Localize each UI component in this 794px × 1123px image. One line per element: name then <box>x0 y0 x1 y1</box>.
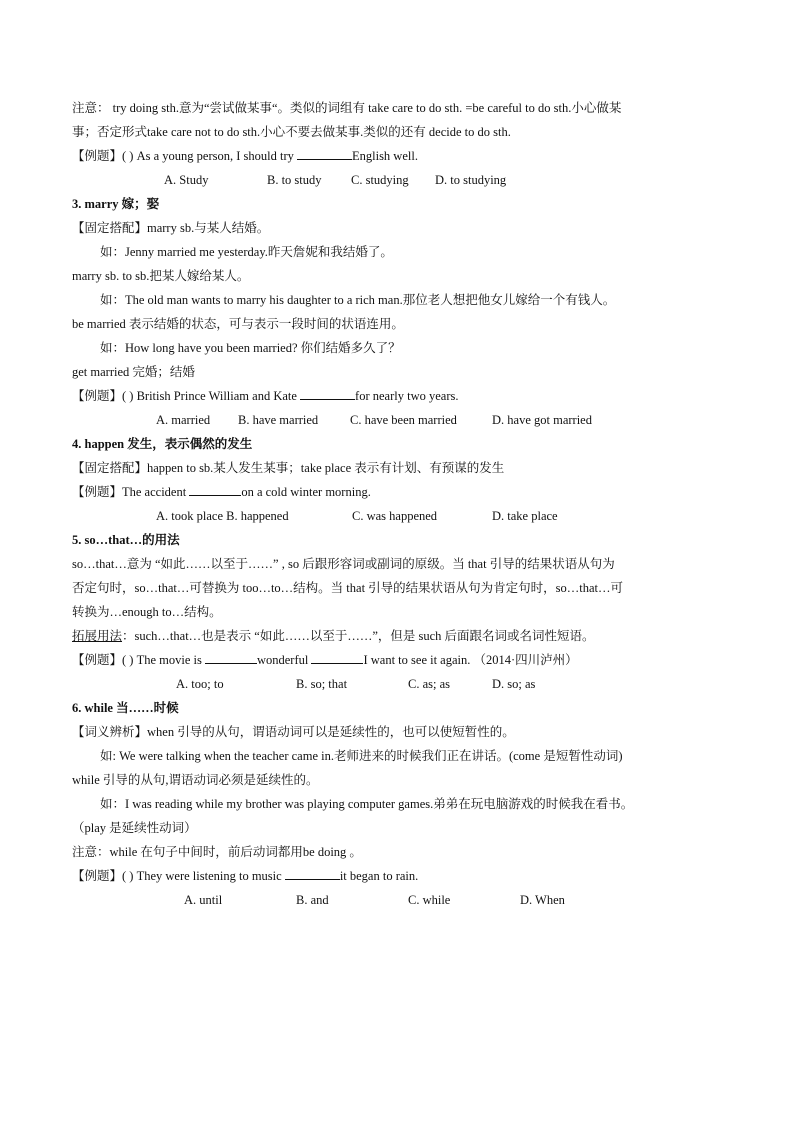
section-6-line-1: 【词义辨析】when 引导的从句，谓语动词可以是延续性的，也可以使短暂性的。 <box>72 725 515 739</box>
answer-blank <box>285 865 340 880</box>
section-6-line-5: （play 是延续性动词） <box>72 821 197 835</box>
example-3-stem: 【例题】The accident <box>72 485 190 499</box>
section-3-line-7: get married 完婚；结婚 <box>72 365 195 379</box>
answer-blank <box>297 145 352 160</box>
example-4-options <box>72 672 732 696</box>
example-5 <box>72 864 732 888</box>
section-4-heading: 4. happen 发生，表示偶然的发生 <box>72 437 253 451</box>
section-6-line-4: 如：I was reading while my brother was playing computer games.弟弟在玩电脑游戏的时候我在看书。 <box>100 797 634 811</box>
section-6-line-3: while 引导的从句,谓语动词必须是延续性的。 <box>72 773 319 787</box>
section-3-line-1: 【固定搭配】marry sb.与某人结婚。 <box>72 221 270 235</box>
example-5-stem-end: it began to rain. <box>339 869 419 883</box>
section-5-line-3: 转换为…enough to…结构。 <box>72 605 222 619</box>
option-d: D. so; as <box>492 677 536 691</box>
section-5-heading: 5. so…that…的用法 <box>72 533 180 547</box>
section-6-line-6: 注意：while 在句子中间时，前后动词都用be doing 。 <box>72 845 362 859</box>
section-6-line-2: 如: We were talking when the teacher came in.老师进来的时候我们正在讲话。(come 是短暂性动词) <box>100 749 623 763</box>
option-d: D. have got married <box>492 413 592 427</box>
section-5-line-2: 否定句时，so…that…可替换为 too…to…结构。当 that 引导的结果状语从句为肯定句时，so…that…可 <box>72 581 624 595</box>
option-b: B. and <box>296 893 329 907</box>
example-4 <box>72 648 732 672</box>
section-3-line-4: 如：The old man wants to marry his daughter to a rich man.那位老人想把他女儿嫁给一个有钱人。 <box>100 293 616 307</box>
document-page <box>72 96 732 912</box>
answer-blank <box>300 385 355 400</box>
example-4-stem: 【例题】( ) The movie is <box>72 653 205 667</box>
section-5-line-4 <box>72 624 732 648</box>
answer-blank-2 <box>311 649 363 664</box>
option-c: C. while <box>408 893 451 907</box>
section-3-heading: 3. marry 嫁；娶 <box>72 197 160 211</box>
option-a: A. took place B. happened <box>156 509 289 523</box>
example-1-options <box>72 168 732 192</box>
example-2-stem: 【例题】( ) British Prince William and Kate <box>72 389 301 403</box>
example-3-stem-end: on a cold winter morning. <box>241 485 371 499</box>
option-b: B. so; that <box>296 677 348 691</box>
example-1-stem-end: English well. <box>351 149 418 163</box>
section-4-line-1: 【固定搭配】happen to sb.某人发生某事；take place 表示有计划、有预谋的发生 <box>72 461 505 475</box>
note-line-2: 事；否定形式take care not to do sth.小心不要去做某事.类似的还有 decide to do sth. <box>72 125 511 139</box>
section-6-heading: 6. while 当……时候 <box>72 701 179 715</box>
example-3 <box>72 480 732 504</box>
option-a: A. married <box>156 413 211 427</box>
example-2-stem-end: for nearly two years. <box>355 389 459 403</box>
example-1-stem: 【例题】( ) As a young person, I should try <box>72 149 297 163</box>
option-b: B. to study <box>267 173 322 187</box>
answer-blank <box>189 481 241 496</box>
option-a: A. until <box>184 893 223 907</box>
answer-blank-1 <box>205 649 257 664</box>
example-2-options <box>72 408 732 432</box>
option-d: D. take place <box>492 509 558 523</box>
option-d: D. to studying <box>435 173 507 187</box>
section-3-line-5: be married 表示结婚的状态，可与表示一段时间的状语连用。 <box>72 317 404 331</box>
option-a: A. too; to <box>176 677 224 691</box>
option-d: D. When <box>520 893 565 907</box>
example-1 <box>72 144 732 168</box>
option-c: C. studying <box>351 173 409 187</box>
option-c: C. have been married <box>350 413 457 427</box>
section-3-line-6: 如：How long have you been married? 你们结婚多久了？ <box>100 341 401 355</box>
option-c: C. was happened <box>352 509 438 523</box>
note-line-1: 注意： try doing sth.意为“尝试做某事“。类似的词组有 take care to do sth. =be careful to do sth.小心做某 <box>72 101 622 115</box>
section-3-line-3: marry sb. to sb.把某人嫁给某人。 <box>72 269 250 283</box>
example-4-stem-mid: wonderful <box>256 653 312 667</box>
section-5-line-1: so…that…意为 “如此……以至于……” , so 后跟形容词或副词的原级。当 that 引导的结果状语从句为 <box>72 557 615 571</box>
example-5-options <box>72 888 732 912</box>
option-a: A. Study <box>164 173 209 187</box>
option-b: B. have married <box>238 413 319 427</box>
extended-usage-label: 拓展用法 <box>72 629 123 643</box>
section-3-line-2: 如：Jenny married me yesterday.昨天詹妮和我结婚了。 <box>100 245 393 259</box>
extended-usage-text: ：such…that…也是表示 “如此……以至于……”，但是 such 后面跟名词或名词性短语。 <box>122 629 595 643</box>
option-c: C. as; as <box>408 677 451 691</box>
example-2 <box>72 384 732 408</box>
example-5-stem: 【例题】( ) They were listening to music <box>72 869 285 883</box>
example-4-stem-end: I want to see it again. （2014·四川泸州） <box>363 653 578 667</box>
example-3-options <box>72 504 732 528</box>
